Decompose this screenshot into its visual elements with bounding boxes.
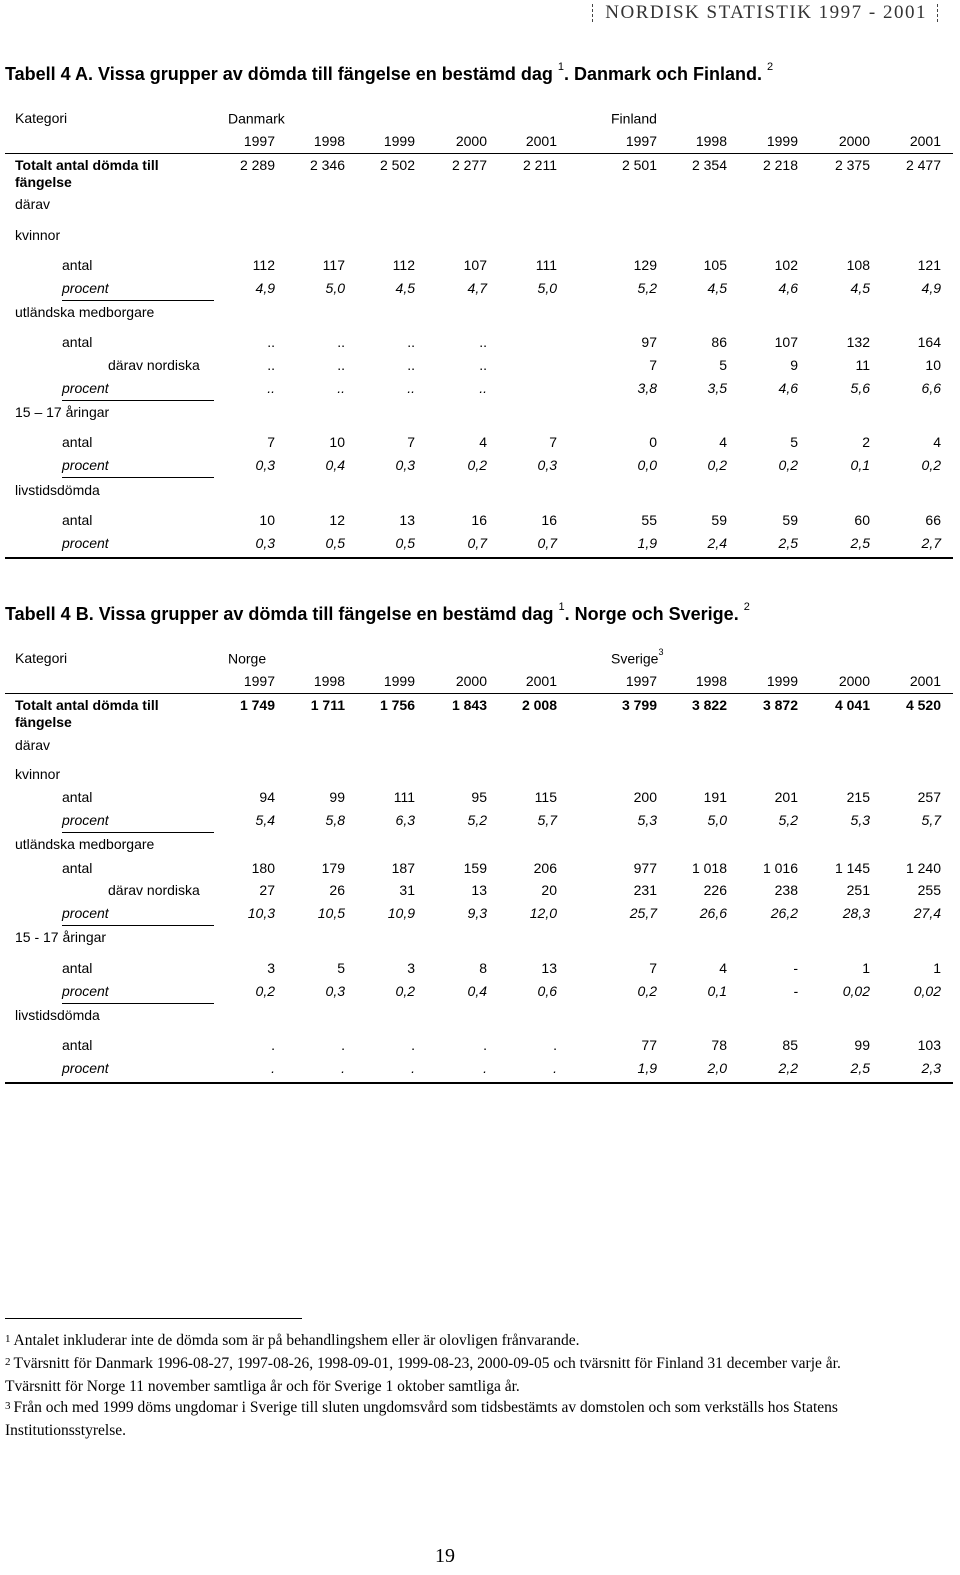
cell-livstid-antal-9: 103 [917, 1037, 941, 1053]
utlandska-procent-label: procent [62, 380, 109, 396]
cell-livstid-procent-4: . [553, 1060, 557, 1076]
cell-utlandska-antal-6: 1 018 [691, 860, 727, 876]
aringar-procent-label: procent [62, 983, 109, 999]
cell-kvinnor-procent-2: 6,3 [395, 812, 415, 828]
cell-kvinnor-procent-4: 5,7 [537, 812, 557, 828]
cell-year-5: 1997 [625, 673, 657, 689]
rule-kvinnor [62, 832, 214, 833]
cell-aringar-antal-3: 4 [479, 434, 487, 450]
cell-year-9: 2001 [909, 673, 941, 689]
darav-label: därav [15, 196, 51, 212]
cell-total-1: 2 346 [309, 157, 345, 173]
cell-year-9: 2001 [909, 133, 941, 149]
cell-kvinnor-procent-3: 4,7 [467, 280, 487, 296]
cell-total-5: 3 799 [621, 697, 657, 713]
cell-year-5: 1997 [625, 133, 657, 149]
cell-total-0: 1 749 [239, 697, 275, 713]
cell-utlandska-procent-6: 26,6 [699, 905, 727, 921]
cell-kvinnor-antal-3: 95 [471, 789, 487, 805]
cell-kvinnor-antal-4: 111 [535, 257, 557, 273]
cell-kvinnor-antal-9: 121 [917, 257, 941, 273]
table-a-title: Tabell 4 A. Vissa grupper av dömda till fängelse en bestämd dag $^1$. Danmark och Finland. $^2$ [5, 61, 774, 84]
livstid-antal-label: antal [62, 512, 93, 528]
utlandska-nordiska-label: därav nordiska [108, 357, 200, 373]
cell-total-4: 2 211 [523, 157, 557, 173]
cell-livstid-procent-9: 2,7 [921, 535, 941, 551]
footnotes [5, 1330, 875, 1441]
cell-kvinnor-procent-5: 5,3 [637, 812, 657, 828]
cell-kvinnor-antal-0: 94 [259, 789, 275, 805]
cell-year-4: 2001 [525, 133, 557, 149]
rule-table-bottom [5, 1082, 953, 1084]
cell-utlandska-nordiska-9: 10 [925, 357, 941, 373]
cell-year-2: 1999 [383, 673, 415, 689]
cell-aringar-procent-5: 0,0 [637, 457, 657, 473]
cell-aringar-procent-8: 0,02 [842, 983, 870, 999]
group-kvinnor-label: kvinnor [15, 227, 61, 243]
cell-year-1: 1998 [313, 673, 345, 689]
cell-utlandska-nordiska-2: .. [407, 357, 415, 373]
cell-livstid-antal-2: . [411, 1037, 415, 1053]
cell-year-7: 1999 [766, 673, 798, 689]
cell-aringar-procent-4: 0,6 [537, 983, 557, 999]
cell-utlandska-antal-4: 206 [533, 860, 557, 876]
cell-utlandska-antal-5: 97 [641, 334, 657, 350]
cell-utlandska-nordiska-5: 7 [649, 357, 657, 373]
cell-aringar-antal-4: 7 [549, 434, 557, 450]
cell-livstid-antal-3: . [483, 1037, 487, 1053]
cell-utlandska-antal-9: 1 240 [905, 860, 941, 876]
cell-aringar-antal-0: 3 [267, 960, 275, 976]
kvinnor-antal-label: antal [62, 789, 93, 805]
cell-aringar-procent-7: 0,2 [778, 457, 798, 473]
cell-utlandska-procent-0: .. [267, 380, 275, 396]
cell-livstid-antal-6: 78 [711, 1037, 727, 1053]
utlandska-antal-label: antal [62, 860, 93, 876]
cell-utlandska-procent-5: 25,7 [629, 905, 657, 921]
cell-utlandska-antal-8: 132 [846, 334, 870, 350]
cell-kvinnor-procent-8: 4,5 [850, 280, 870, 296]
utlandska-procent-label: procent [62, 905, 109, 921]
cell-utlandska-nordiska-9: 255 [917, 882, 941, 898]
livstid-antal-label: antal [62, 1037, 93, 1053]
cell-utlandska-nordiska-5: 231 [633, 882, 657, 898]
cell-utlandska-procent-8: 28,3 [842, 905, 870, 921]
cell-aringar-procent-9: 0,2 [921, 457, 941, 473]
cell-kvinnor-procent-1: 5,0 [325, 280, 345, 296]
cell-kvinnor-antal-1: 117 [322, 257, 345, 273]
cell-aringar-antal-6: 4 [719, 434, 727, 450]
cell-utlandska-antal-1: 179 [321, 860, 345, 876]
cell-utlandska-antal-5: 977 [633, 860, 657, 876]
footnote-2: 2 Tvärsnitt för Danmark 1996-08-27, 1997-08-26, 1998-09-01, 1999-08-23, 2000-09-05 och tvärsnitt för Finland 31 december varje år. Tvärsnitt för Norge 11 november samtliga år och för Sverige 1 oktober samtliga år. [5, 1355, 841, 1395]
cell-livstid-antal-1: . [341, 1037, 345, 1053]
utlandska-nordiska-label: därav nordiska [108, 882, 200, 898]
running-head-bar-left [592, 4, 595, 22]
cell-livstid-antal-3: 16 [471, 512, 487, 528]
cell-kvinnor-procent-4: 5,0 [537, 280, 557, 296]
cell-utlandska-antal-0: 180 [251, 860, 275, 876]
country2-header: Finland [611, 110, 657, 127]
cell-utlandska-antal-7: 107 [774, 334, 798, 350]
cell-utlandska-procent-4: 12,0 [529, 905, 557, 921]
cell-utlandska-procent-3: .. [479, 380, 487, 396]
cell-utlandska-antal-6: 86 [711, 334, 727, 350]
kvinnor-procent-label: procent [62, 812, 109, 828]
cell-utlandska-antal-0: .. [267, 334, 275, 350]
cell-kvinnor-antal-3: 107 [463, 257, 487, 273]
rule-utlandska [62, 400, 214, 401]
cell-total-0: 2 289 [239, 157, 275, 173]
cell-utlandska-procent-7: 26,2 [770, 905, 798, 921]
cell-aringar-procent-2: 0,2 [395, 983, 415, 999]
cell-year-8: 2000 [838, 673, 870, 689]
cell-kvinnor-antal-8: 108 [846, 257, 870, 273]
cell-aringar-procent-9: 0,02 [913, 983, 941, 999]
cell-kvinnor-antal-0: 112 [252, 257, 275, 273]
table-b-title: Tabell 4 B. Vissa grupper av dömda till fängelse en bestämd dag $^1$. Norge och Sverige. $^2$ [5, 601, 750, 624]
cell-livstid-antal-9: 66 [925, 512, 941, 528]
cell-livstid-procent-1: . [341, 1060, 345, 1076]
cell-year-6: 1998 [695, 673, 727, 689]
cell-kvinnor-antal-9: 257 [917, 789, 941, 805]
cell-year-8: 2000 [838, 133, 870, 149]
cell-utlandska-procent-0: 10,3 [247, 905, 275, 921]
cell-livstid-procent-4: 0,7 [537, 535, 557, 551]
country1-header: Norge [228, 650, 267, 667]
cell-livstid-antal-4: . [553, 1037, 557, 1053]
total-label-line1: Totalt antal dömda till [15, 157, 159, 173]
cell-livstid-antal-4: 16 [541, 512, 557, 528]
cell-kvinnor-antal-5: 129 [633, 257, 657, 273]
rule-table-bottom [5, 557, 953, 559]
cell-kvinnor-antal-8: 215 [846, 789, 870, 805]
cell-aringar-procent-6: 0,1 [707, 983, 727, 999]
cell-utlandska-antal-2: 187 [391, 860, 415, 876]
cell-aringar-antal-2: 3 [407, 960, 415, 976]
cell-utlandska-antal-2: .. [407, 334, 415, 350]
footnote-1: 1 Antalet inkluderar inte de dömda som är på behandlingshem eller är olovligen frånvarande. [5, 1332, 580, 1349]
utlandska-antal-label: antal [62, 334, 93, 350]
cell-aringar-antal-7: - [793, 960, 798, 976]
cell-kvinnor-procent-7: 4,6 [778, 280, 798, 296]
cell-livstid-procent-0: 0,3 [255, 535, 275, 551]
cell-kvinnor-procent-8: 5,3 [850, 812, 870, 828]
cell-total-7: 2 218 [762, 157, 798, 173]
cell-aringar-antal-9: 4 [933, 434, 941, 450]
cell-utlandska-nordiska-6: 5 [719, 357, 727, 373]
total-label-line2: fängelse [15, 714, 72, 730]
cell-total-1: 1 711 [310, 697, 345, 713]
cell-total-8: 4 041 [834, 697, 870, 713]
total-label-line2: fängelse [15, 174, 72, 190]
cell-kvinnor-procent-7: 5,2 [778, 812, 798, 828]
cell-total-6: 2 354 [691, 157, 727, 173]
cell-total-7: 3 872 [762, 697, 798, 713]
cell-utlandska-procent-2: .. [407, 380, 415, 396]
cell-year-3: 2000 [455, 673, 487, 689]
cell-aringar-antal-8: 1 [862, 960, 870, 976]
livstid-procent-label: procent [62, 535, 109, 551]
cell-aringar-procent-8: 0,1 [850, 457, 870, 473]
footnote-3: 3 Från och med 1999 döms ungdomar i Sverige till sluten ungdomsvård som tidsbestämts av domstolen och som verkställs hos Statens Institutionsstyrelse. [5, 1399, 838, 1439]
cell-livstid-procent-2: . [411, 1060, 415, 1076]
cell-aringar-procent-6: 0,2 [707, 457, 727, 473]
livstid-procent-label: procent [62, 1060, 109, 1076]
cell-livstid-antal-0: . [271, 1037, 275, 1053]
cell-aringar-procent-3: 0,4 [467, 983, 487, 999]
cell-kvinnor-antal-7: 102 [774, 257, 798, 273]
running-head [592, 0, 940, 26]
cell-kvinnor-procent-9: 4,9 [921, 280, 941, 296]
cell-livstid-procent-2: 0,5 [395, 535, 415, 551]
cell-aringar-antal-8: 2 [862, 434, 870, 450]
cell-utlandska-nordiska-7: 238 [774, 882, 798, 898]
cell-kvinnor-procent-2: 4,5 [395, 280, 415, 296]
group-kvinnor-label: kvinnor [15, 766, 61, 782]
cell-utlandska-antal-7: 1 016 [762, 860, 798, 876]
rule-aringar [62, 1003, 214, 1004]
aringar-antal-label: antal [62, 434, 93, 450]
cell-utlandska-procent-1: .. [337, 380, 345, 396]
cell-utlandska-procent-2: 10,9 [387, 905, 415, 921]
cell-utlandska-procent-8: 5,6 [850, 380, 870, 396]
rule-utlandska [62, 925, 214, 926]
running-head-bar-right [937, 4, 940, 22]
cell-kvinnor-antal-2: 111 [393, 789, 415, 805]
cell-utlandska-nordiska-1: .. [337, 357, 345, 373]
cell-aringar-procent-1: 0,3 [325, 983, 345, 999]
cell-utlandska-antal-3: .. [479, 334, 487, 350]
cell-livstid-procent-8: 2,5 [850, 535, 870, 551]
cell-utlandska-procent-9: 27,4 [913, 905, 941, 921]
cell-livstid-antal-1: 12 [329, 512, 345, 528]
cell-year-0: 1997 [243, 673, 275, 689]
cell-aringar-antal-9: 1 [933, 960, 941, 976]
cell-kvinnor-antal-2: 112 [392, 257, 415, 273]
cell-livstid-procent-1: 0,5 [325, 535, 345, 551]
cell-total-2: 1 756 [379, 697, 415, 713]
cell-total-3: 1 843 [451, 697, 487, 713]
cell-aringar-antal-6: 4 [719, 960, 727, 976]
cell-utlandska-procent-1: 10,5 [317, 905, 345, 921]
cell-utlandska-nordiska-0: 27 [259, 882, 275, 898]
kategori-header: Kategori [15, 110, 68, 126]
group-aringar-label: 15 - 17 åringar [15, 929, 107, 945]
cell-aringar-antal-5: 7 [649, 960, 657, 976]
cell-utlandska-antal-9: 164 [917, 334, 941, 350]
cell-livstid-procent-3: 0,7 [467, 535, 487, 551]
cell-kvinnor-procent-6: 5,0 [707, 812, 727, 828]
cell-total-4: 2 008 [521, 697, 557, 713]
group-utlandska-label: utländska medborgare [15, 304, 155, 320]
cell-aringar-antal-4: 13 [541, 960, 557, 976]
cell-utlandska-nordiska-8: 251 [846, 882, 870, 898]
rule-kvinnor [62, 300, 214, 301]
aringar-antal-label: antal [62, 960, 93, 976]
cell-total-9: 2 477 [905, 157, 941, 173]
cell-kvinnor-procent-0: 5,4 [255, 812, 275, 828]
footnote-rule [5, 1318, 302, 1319]
kvinnor-antal-label: antal [62, 257, 93, 273]
cell-livstid-procent-8: 2,5 [850, 1060, 870, 1076]
cell-kvinnor-procent-0: 4,9 [255, 280, 275, 296]
cell-utlandska-antal-3: 159 [463, 860, 487, 876]
cell-kvinnor-antal-7: 201 [774, 789, 798, 805]
cell-livstid-antal-5: 55 [641, 512, 657, 528]
cell-total-6: 3 822 [691, 697, 727, 713]
cell-aringar-antal-7: 5 [790, 434, 798, 450]
cell-total-9: 4 520 [905, 697, 941, 713]
cell-kvinnor-procent-6: 4,5 [707, 280, 727, 296]
rule-under-years [5, 693, 953, 694]
cell-aringar-procent-4: 0,3 [537, 457, 557, 473]
cell-livstid-antal-6: 59 [711, 512, 727, 528]
aringar-procent-label: procent [62, 457, 109, 473]
cell-total-2: 2 502 [379, 157, 415, 173]
cell-livstid-antal-7: 85 [782, 1037, 798, 1053]
rule-under-years [5, 153, 953, 154]
cell-livstid-procent-9: 2,3 [921, 1060, 941, 1076]
cell-aringar-procent-2: 0,3 [395, 457, 415, 473]
cell-kvinnor-antal-4: 115 [534, 789, 557, 805]
cell-livstid-antal-2: 13 [399, 512, 415, 528]
cell-utlandska-nordiska-7: 9 [790, 357, 798, 373]
cell-utlandska-antal-8: 1 145 [834, 860, 870, 876]
cell-livstid-procent-5: 1,9 [637, 535, 657, 551]
group-utlandska-label: utländska medborgare [15, 836, 155, 852]
kvinnor-procent-label: procent [62, 280, 109, 296]
cell-total-3: 2 277 [451, 157, 487, 173]
cell-utlandska-antal-1: .. [337, 334, 345, 350]
cell-livstid-procent-3: . [483, 1060, 487, 1076]
cell-livstid-antal-0: 10 [259, 512, 275, 528]
darav-label: därav [15, 737, 51, 753]
kategori-header: Kategori [15, 650, 68, 666]
cell-aringar-procent-1: 0,4 [325, 457, 345, 473]
cell-livstid-antal-8: 60 [854, 512, 870, 528]
cell-kvinnor-antal-5: 200 [633, 789, 657, 805]
cell-kvinnor-procent-9: 5,7 [921, 812, 941, 828]
cell-aringar-antal-1: 10 [329, 434, 345, 450]
cell-kvinnor-procent-3: 5,2 [467, 812, 487, 828]
cell-aringar-antal-0: 7 [267, 434, 275, 450]
cell-utlandska-procent-9: 6,6 [921, 380, 941, 396]
cell-kvinnor-antal-1: 99 [329, 789, 345, 805]
cell-utlandska-nordiska-4: 20 [541, 882, 557, 898]
country1-header: Danmark [228, 110, 285, 127]
cell-year-3: 2000 [455, 133, 487, 149]
cell-utlandska-nordiska-2: 31 [399, 882, 415, 898]
cell-utlandska-procent-3: 9,3 [467, 905, 487, 921]
cell-utlandska-nordiska-0: .. [267, 357, 275, 373]
cell-year-4: 2001 [525, 673, 557, 689]
country2-header: Sverige$^3$ [611, 647, 664, 667]
cell-total-5: 2 501 [621, 157, 657, 173]
cell-livstid-procent-7: 2,5 [778, 535, 798, 551]
cell-livstid-antal-5: 77 [641, 1037, 657, 1053]
cell-kvinnor-procent-1: 5,8 [325, 812, 345, 828]
cell-kvinnor-antal-6: 105 [703, 257, 727, 273]
cell-livstid-procent-0: . [271, 1060, 275, 1076]
running-head-text: NORDISK STATISTIK 1997 - 2001 [605, 2, 927, 23]
page-number: 19 [435, 1545, 455, 1567]
cell-aringar-procent-7: - [793, 983, 798, 999]
cell-aringar-procent-0: 0,3 [255, 457, 275, 473]
cell-aringar-antal-3: 8 [479, 960, 487, 976]
cell-year-7: 1999 [766, 133, 798, 149]
total-label-line1: Totalt antal dömda till [15, 697, 159, 713]
cell-utlandska-procent-5: 3,8 [637, 380, 657, 396]
cell-utlandska-nordiska-3: 13 [471, 882, 487, 898]
cell-kvinnor-antal-6: 191 [703, 789, 727, 805]
group-aringar-label: 15 – 17 åringar [15, 404, 110, 420]
cell-aringar-procent-0: 0,2 [255, 983, 275, 999]
cell-aringar-antal-2: 7 [407, 434, 415, 450]
cell-utlandska-procent-7: 4,6 [778, 380, 798, 396]
cell-kvinnor-procent-5: 5,2 [637, 280, 657, 296]
cell-aringar-antal-1: 5 [337, 960, 345, 976]
cell-utlandska-nordiska-1: 26 [329, 882, 345, 898]
rule-aringar [62, 477, 214, 478]
cell-year-2: 1999 [383, 133, 415, 149]
cell-livstid-procent-6: 2,0 [707, 1060, 727, 1076]
cell-utlandska-nordiska-3: .. [479, 357, 487, 373]
cell-year-6: 1998 [695, 133, 727, 149]
cell-aringar-procent-5: 0,2 [637, 983, 657, 999]
cell-year-0: 1997 [243, 133, 275, 149]
group-livstid-label: livstidsdömda [15, 482, 100, 498]
cell-utlandska-procent-6: 3,5 [707, 380, 727, 396]
cell-year-1: 1998 [313, 133, 345, 149]
cell-livstid-antal-7: 59 [782, 512, 798, 528]
cell-aringar-antal-5: 0 [649, 434, 657, 450]
cell-aringar-procent-3: 0,2 [467, 457, 487, 473]
cell-livstid-procent-6: 2,4 [707, 535, 727, 551]
cell-utlandska-nordiska-6: 226 [703, 882, 727, 898]
cell-total-8: 2 375 [834, 157, 870, 173]
cell-livstid-procent-7: 2,2 [778, 1060, 798, 1076]
cell-utlandska-nordiska-8: 11 [855, 357, 870, 373]
cell-livstid-antal-8: 99 [854, 1037, 870, 1053]
group-livstid-label: livstidsdömda [15, 1007, 100, 1023]
cell-livstid-procent-5: 1,9 [637, 1060, 657, 1076]
